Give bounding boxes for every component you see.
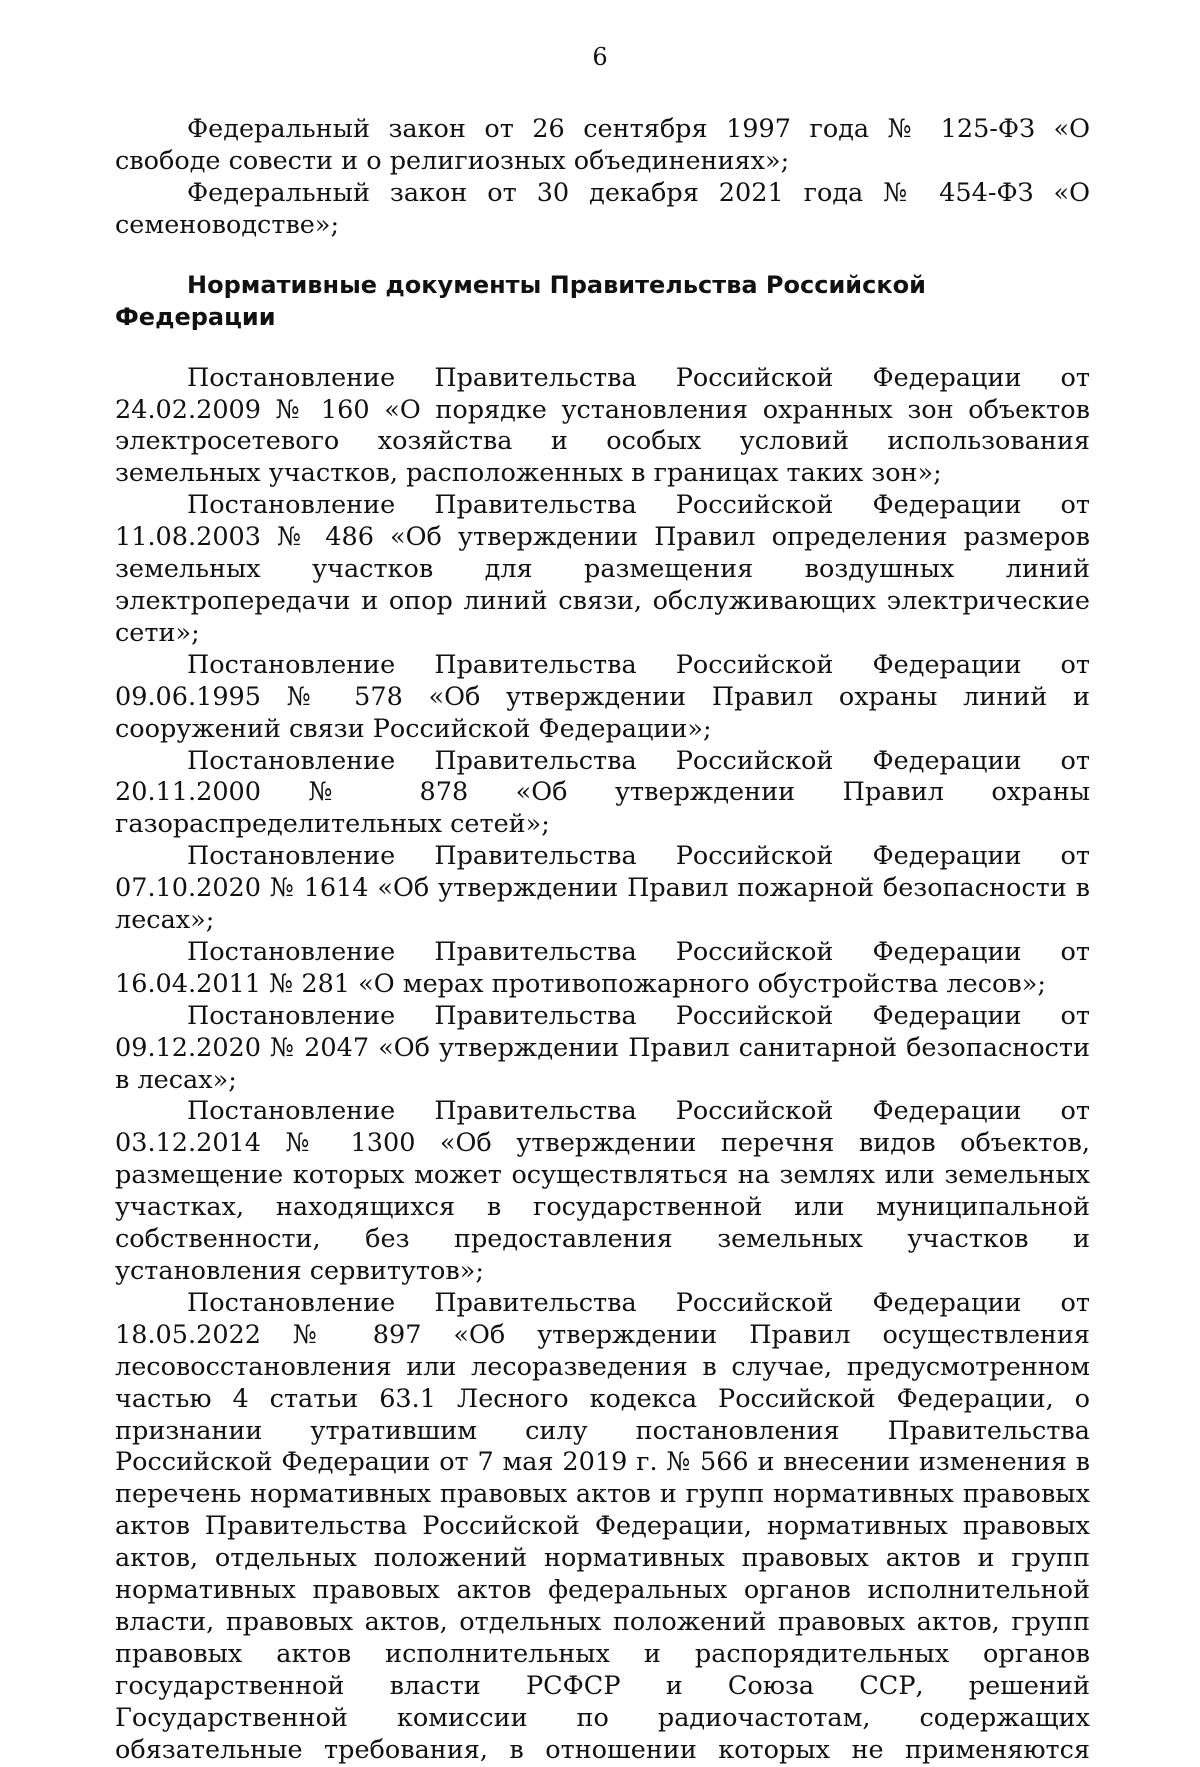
resolution-paragraph-2047: Постановление Правительства Российской Федерации от 09.12.2020 № 2047 «Об утверждении Правил санитарной безопасности в лесах»; <box>115 1000 1090 1095</box>
resolution-paragraph-578: Постановление Правительства Российской Федерации от 09.06.1995 № 578 «Об утверждении Правил охраны линий и сооружений связи Российской Федерации»; <box>115 649 1090 744</box>
section-heading: Нормативные документы Правительства Российской Федерации <box>115 270 926 331</box>
law-paragraph-454fz: Федеральный закон от 30 декабря 2021 года № 454-ФЗ «О семеноводстве»; <box>115 177 1090 240</box>
resolution-paragraph-486: Постановление Правительства Российской Федерации от 11.08.2003 № 486 «Об утверждении Правил определения размеров земельных участков для размещения воздушных линий электропередачи и опор линий связи, обслуживающих электрические сети»; <box>115 490 1090 648</box>
resolution-paragraph-160: Постановление Правительства Российской Федерации от 24.02.2009 № 160 «О порядке установления охранных зон объектов электросетевого хозяйства и особых условий использования земельных участков, расположенных в границах таких зон»; <box>115 362 1090 489</box>
resolution-paragraph-897: Постановление Правительства Российской Федерации от 18.05.2022 № 897 «Об утверждении Правил осуществления лесовосстановления или лесоразведения в случае, предусмотренном частью 4 статьи 63.1 Лесного кодекса Российской Федерации, о признании утратившим силу постановления Правительства Российской Федерации от 7 мая 2019 г. № 566 и внесении изменения в перечень нормативных правовых актов и групп нормативных правовых актов Правительства Российской Федерации, нормативных правовых актов, отдельных положений нормативных правовых актов и групп нормативных правовых актов федеральных органов исполнительной власти, правовых актов, отдельных положений правовых актов, групп правовых актов исполнительных и распорядительных органов государственной власти РСФСР и Союза ССР, решений Государственной комиссии по радиочастотам, содержащих обязательные требования, в отношении которых не применяются <box>115 1287 1090 1765</box>
resolution-paragraph-281: Постановление Правительства Российской Федерации от 16.04.2011 № 281 «О мерах противопожарного обустройства лесов»; <box>115 936 1090 999</box>
resolution-paragraph-1614: Постановление Правительства Российской Федерации от 07.10.2020 № 1614 «Об утверждении Правил пожарной безопасности в лесах»; <box>115 841 1090 936</box>
document-body <box>115 114 1090 1767</box>
resolution-paragraph-878: Постановление Правительства Российской Федерации от 20.11.2000 № 878 «Об утверждении Правил охраны газораспределительных сетей»; <box>115 745 1090 840</box>
page-number: 6 <box>592 43 608 71</box>
resolution-paragraph-1300: Постановление Правительства Российской Федерации от 03.12.2014 № 1300 «Об утверждении перечня видов объектов, размещение которых может осуществляться на землях или земельных участках, находящихся в государственной или муниципальной собственности, без предоставления земельных участков и установления сервитутов»; <box>115 1096 1090 1286</box>
law-paragraph-125fz: Федеральный закон от 26 сентября 1997 года № 125-ФЗ «О свободе совести и о религиозных объединениях»; <box>115 114 1090 176</box>
